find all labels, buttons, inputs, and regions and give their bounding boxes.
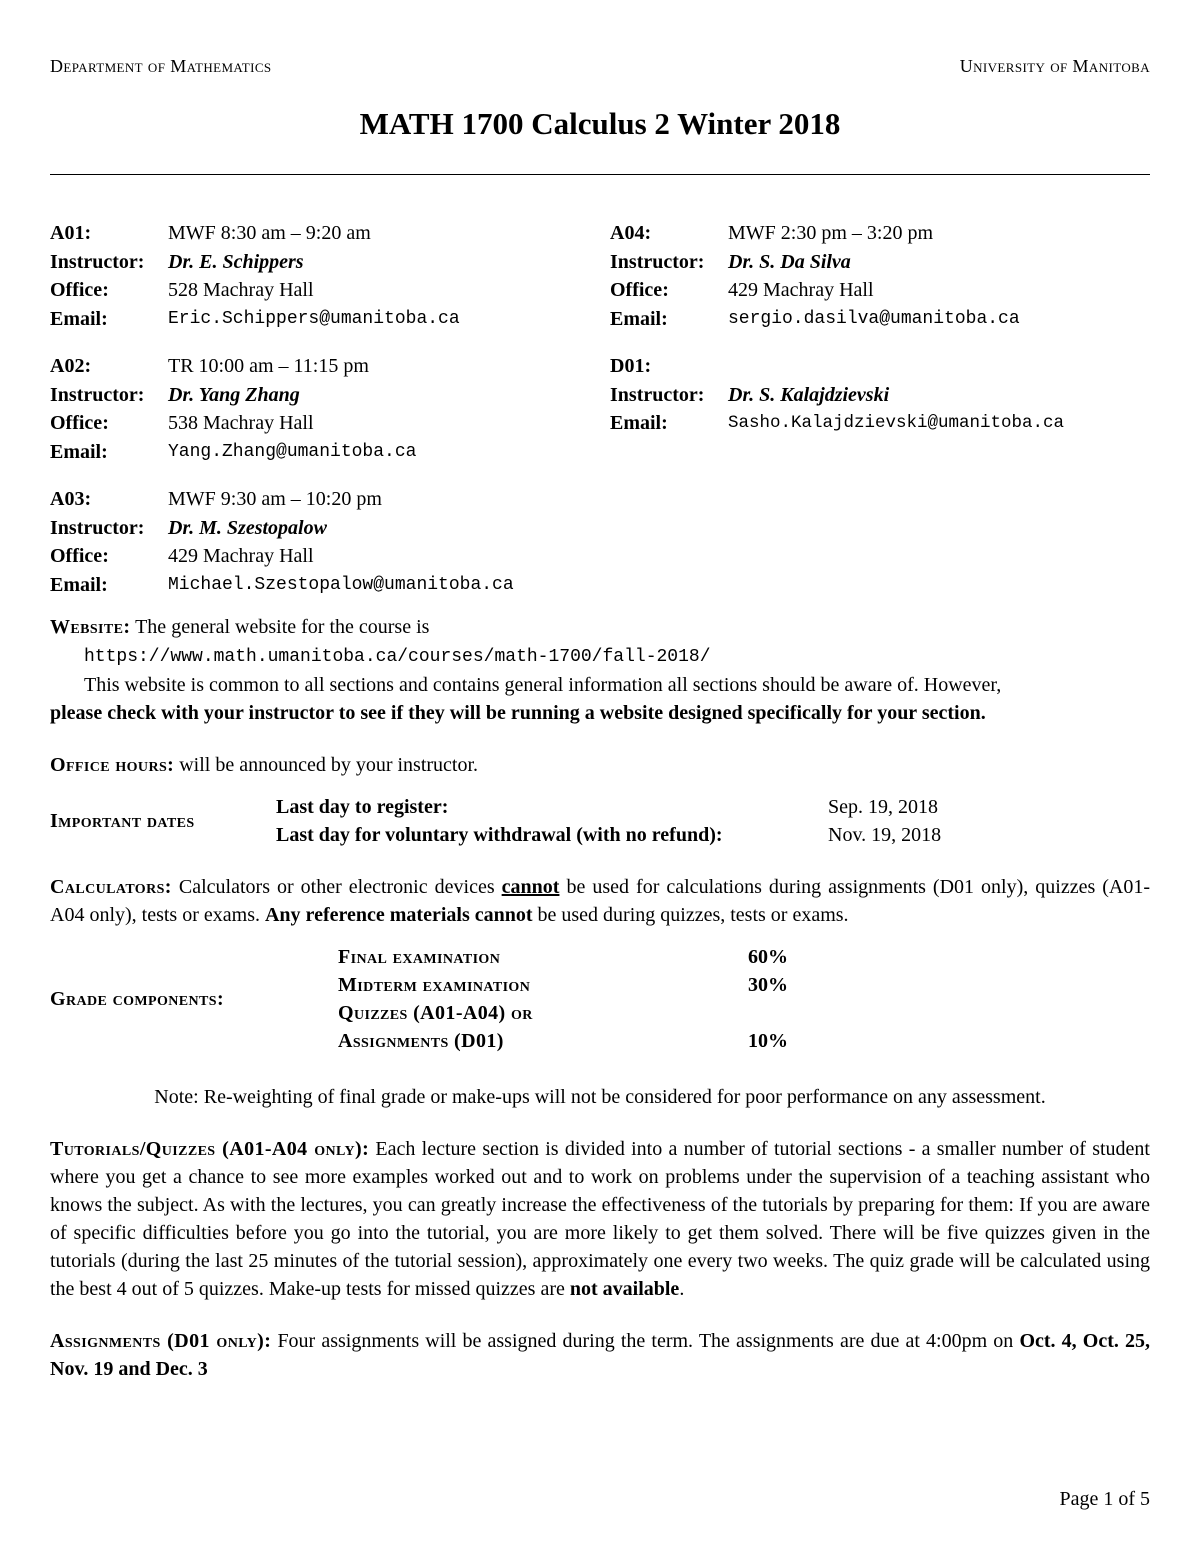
grade-components-block xyxy=(50,943,1150,1055)
section-label: D01: xyxy=(610,355,652,377)
office-label: Office: xyxy=(50,412,109,434)
grade-component: Quizzes (A01-A04) or xyxy=(338,1002,533,1024)
tutorials-text: Each lecture section is divided into a number of tutorial sections - a smaller number of student where you get a chance to see more examples worked out and to work on problems under the supervision of a teaching assistant who knows the subject. As with the lectures, you can greatly increase the effectiveness of the tutorials by preparing for them: If you are aware of specific difficulties before you go into the tutorial, you are more likely to get them solved. There will be five quizzes given in the tutorials (during the last 25 minutes of the tutorial session), approximately one every two weeks. The quiz grade will be calculated using the best 4 out of 5 quizzes. Make-up tests for missed quizzes are xyxy=(50,1138,1150,1300)
grade-weight: 30% xyxy=(748,974,788,996)
office-hours-text: will be announced by your instructor. xyxy=(179,754,479,776)
calculators-text-2: be used for calculations during assignments (D01 only), quizzes (A01-A04 only), tests or exams. xyxy=(50,876,1151,926)
tutorials-end: . xyxy=(679,1278,685,1300)
syllabus-page xyxy=(50,52,1150,1383)
office-label: Office: xyxy=(50,279,109,301)
office-location: 538 Machray Hall xyxy=(168,412,314,434)
section-label: A03: xyxy=(50,488,92,510)
instructor-name: Dr. S. Kalajdzievski xyxy=(728,383,890,406)
section-label: A02: xyxy=(50,355,92,377)
date-event: Last day for voluntary withdrawal (with no refund): xyxy=(276,824,723,846)
website-note-bold: please check with your instructor to see if they will be running a website designed specifically for your section. xyxy=(50,702,986,724)
office-label: Office: xyxy=(610,279,669,301)
grade-component: Final examination xyxy=(338,946,501,968)
department-name: Department of Mathematics xyxy=(50,56,272,76)
page-header xyxy=(50,52,1150,80)
assignments-block xyxy=(50,1327,1150,1383)
course-title: MATH 1700 Calculus 2 Winter 2018 xyxy=(359,106,841,141)
office-location: 429 Machray Hall xyxy=(168,545,314,567)
tutorials-label: Tutorials/Quizzes (A01-A04 only): xyxy=(50,1138,370,1160)
important-dates-block xyxy=(50,793,1150,849)
table-row xyxy=(276,821,941,849)
assignments-due-dates: Oct. 4, Oct. 25, Nov. 19 and Dec. 3 xyxy=(50,1330,1151,1380)
university-name: University of Manitoba xyxy=(959,56,1150,76)
date-value: Sep. 19, 2018 xyxy=(828,796,938,818)
instructor-label: Instructor: xyxy=(50,516,145,539)
tutorials-not-available: not available xyxy=(569,1278,680,1300)
office-location: 429 Machray Hall xyxy=(728,279,874,301)
email-address: Eric.Schippers@umanitoba.ca xyxy=(168,308,460,329)
office-label: Office: xyxy=(50,545,109,567)
instructor-name: Dr. E. Schippers xyxy=(168,250,304,273)
section-a01 xyxy=(50,219,610,333)
calculators-text-3: be used during quizzes, tests or exams. xyxy=(537,904,849,926)
section-a02 xyxy=(50,352,610,466)
instructor-name: Dr. Yang Zhang xyxy=(168,383,300,406)
table-row xyxy=(338,943,788,971)
assignments-label: Assignments (D01 only): xyxy=(50,1330,272,1352)
instructor-label: Instructor: xyxy=(610,250,705,273)
grade-components-label: Grade components: xyxy=(50,988,225,1010)
email-address: Yang.Zhang@umanitoba.ca xyxy=(168,441,417,462)
important-dates-table xyxy=(276,793,941,849)
section-time: MWF 2:30 pm – 3:20 pm xyxy=(728,222,934,244)
office-location: 528 Machray Hall xyxy=(168,279,314,301)
grade-component: Midterm examination xyxy=(338,974,531,996)
email-label: Email: xyxy=(610,412,668,434)
instructor-name: Dr. M. Szestopalow xyxy=(168,516,327,539)
grade-weight: 60% xyxy=(748,946,788,968)
calculators-text-1: Calculators or other electronic devices xyxy=(178,876,495,898)
section-a03 xyxy=(50,485,610,599)
page-number: Page 1 of 5 xyxy=(1059,1488,1150,1510)
section-time: TR 10:00 am – 11:15 pm xyxy=(168,355,369,377)
email-address: Sasho.Kalajdzievski@umanitoba.ca xyxy=(728,413,1065,433)
instructor-name: Dr. S. Da Silva xyxy=(728,250,851,273)
section-time: MWF 9:30 am – 10:20 pm xyxy=(168,488,382,510)
section-d01 xyxy=(610,352,1170,438)
email-address: Michael.Szestopalow@umanitoba.ca xyxy=(168,574,514,595)
important-dates-label: Important dates xyxy=(50,810,195,832)
assignments-text: Four assignments will be assigned during the term. The assignments are due at 4:00pm on xyxy=(277,1330,1014,1352)
table-row xyxy=(338,971,788,999)
calculators-label: Calculators: xyxy=(50,876,172,898)
website-intro: The general website for the course is xyxy=(135,616,430,638)
table-row xyxy=(276,793,941,821)
office-hours-label: Office hours: xyxy=(50,754,175,776)
section-time: MWF 8:30 am – 9:20 am xyxy=(168,222,371,244)
instructor-label: Instructor: xyxy=(50,383,145,406)
calculators-cannot: cannot xyxy=(501,876,560,898)
grade-component: Assignments (D01) xyxy=(338,1030,504,1052)
email-label: Email: xyxy=(610,307,668,330)
tutorials-block xyxy=(50,1135,1150,1303)
table-row xyxy=(338,999,788,1027)
table-row xyxy=(338,1027,788,1055)
grade-note: Note: Re-weighting of final grade or make-ups will not be considered for poor performance on any assessment. xyxy=(154,1086,1046,1108)
email-label: Email: xyxy=(50,440,108,463)
section-label: A04: xyxy=(610,222,652,244)
office-hours-block xyxy=(50,751,1150,779)
email-label: Email: xyxy=(50,573,108,596)
date-event: Last day to register: xyxy=(276,796,449,818)
website-block xyxy=(50,613,1150,727)
grade-components-table xyxy=(338,943,788,1055)
calculators-block xyxy=(50,873,1150,929)
title-rule xyxy=(50,174,1150,175)
section-a04 xyxy=(610,219,1170,333)
date-value: Nov. 19, 2018 xyxy=(828,824,942,846)
email-label: Email: xyxy=(50,307,108,330)
section-label: A01: xyxy=(50,222,92,244)
website-note: This website is common to all sections and contains general information all sections should be aware of. However, xyxy=(84,674,1002,696)
grade-weight: 10% xyxy=(748,1030,788,1052)
grade-weight xyxy=(748,999,788,1027)
calculators-reference-bold: Any reference materials cannot xyxy=(264,904,533,926)
instructor-label: Instructor: xyxy=(50,250,145,273)
website-label: Website: xyxy=(50,616,131,638)
section-listing xyxy=(50,219,1150,599)
website-url[interactable]: https://www.math.umanitoba.ca/courses/math-1700/fall-2018/ xyxy=(84,647,711,667)
email-address: sergio.dasilva@umanitoba.ca xyxy=(728,308,1020,329)
instructor-label: Instructor: xyxy=(610,383,705,406)
